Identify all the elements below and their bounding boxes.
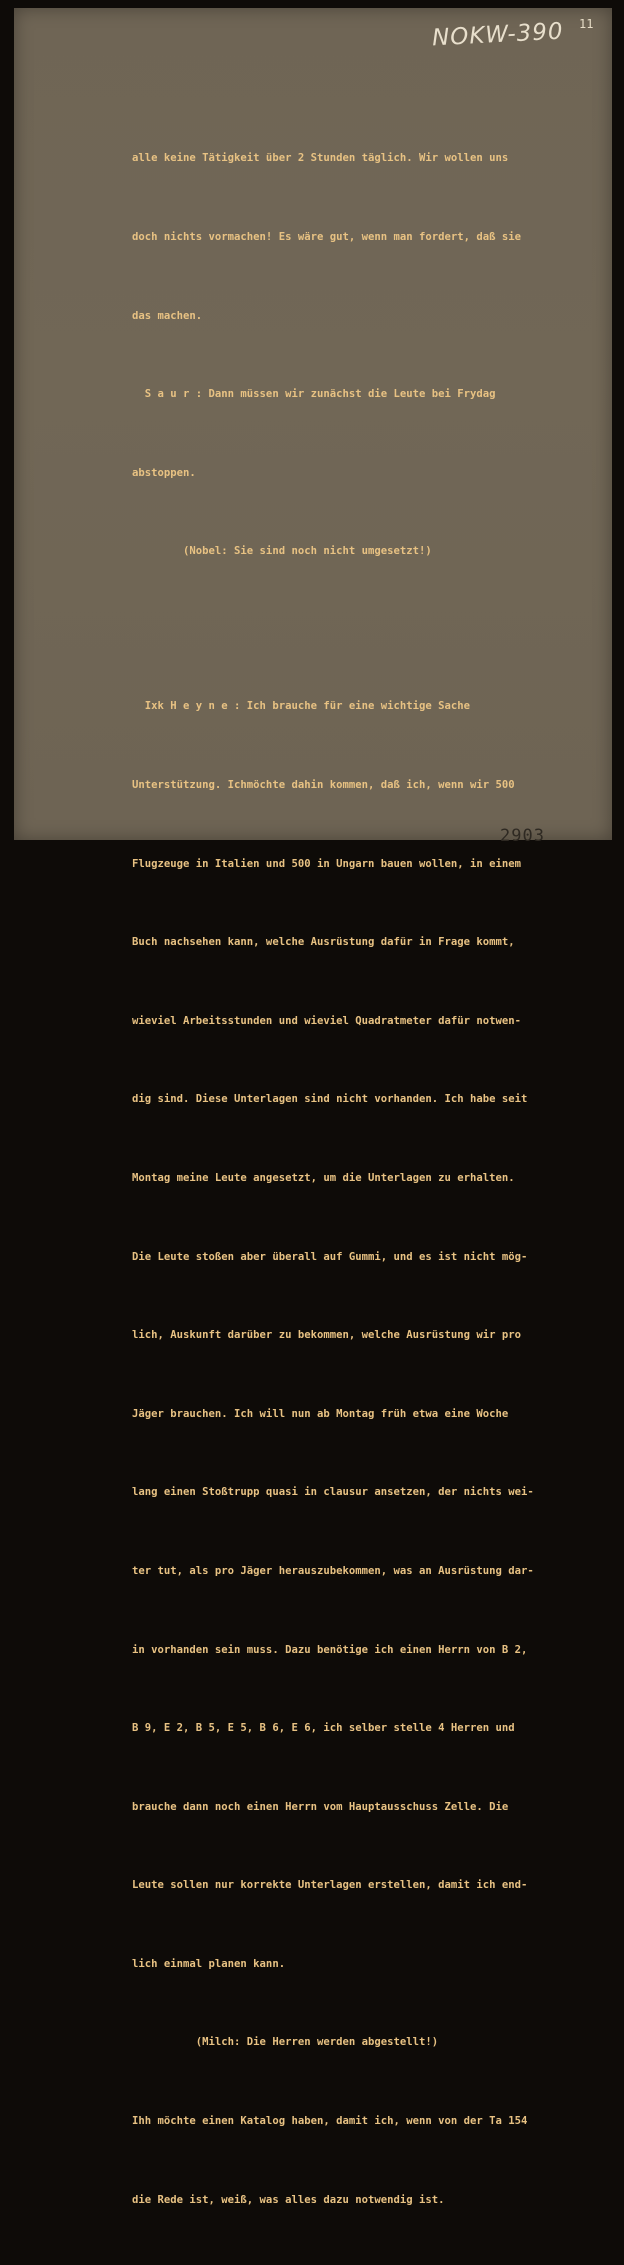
text-line: ter tut, als pro Jäger herauszubekommen, was an Ausrüstung dar- [132, 1564, 534, 1577]
text-line: doch nichts vormachen! Es wäre gut, wenn man fordert, daß sie [132, 231, 522, 243]
document-stamp-number: 2903 [500, 826, 545, 846]
paragraph-gap [132, 617, 602, 641]
text-line: dig sind. Diese Unterlagen sind nicht vorhanden. Ich habe seit [132, 1093, 528, 1106]
page-number: 11 [579, 17, 594, 31]
text-line: lich einmal planen kann. [132, 1957, 286, 1970]
text-line: (Nobel: Sie sind noch nicht umgesetzt!) [132, 545, 432, 558]
text-line: Unterstützung. Ichmöchte dahin kommen, daß ich, wenn wir 500 [132, 778, 515, 791]
text-line: die Rede ist, weiß, was alles dazu notwendig ist. [132, 2193, 445, 2206]
text-line: Flugzeuge in Italien und 500 in Ungarn bauen wollen, in einem [132, 857, 522, 870]
text-line: B 9, E 2, B 5, E 5, B 6, E 6, ich selber stelle 4 Herren und [132, 1722, 515, 1735]
text-line: das machen. [132, 309, 203, 322]
text-line: brauche dann noch einen Herrn vom Hauptausschuss Zelle. Die [132, 1800, 509, 1813]
text-line: wieviel Arbeitsstunden und wieviel Quadratmeter dafür notwen- [132, 1014, 522, 1027]
text-line: Montag meine Leute angesetzt, um die Unterlagen zu erhalten. [132, 1171, 515, 1184]
text-line: Jäger brauchen. Ich will nun ab Montag früh etwa eine Woche [132, 1407, 509, 1420]
text-line: lang einen Stoßtrupp quasi in clausur ansetzen, der nichts wei- [132, 1486, 534, 1499]
text-line: S a u r : Dann müssen wir zunächst die Leute bei Frydag [132, 388, 496, 401]
paper-sheet [14, 8, 612, 2206]
text-line: (Milch: Die Herren werden abgestellt!) [132, 2036, 439, 2049]
text-line: Die Leute stoßen aber überall auf Gummi, und es ist nicht mög- [132, 1250, 528, 1263]
typewritten-text [132, 93, 602, 2265]
text-line: Leute sollen nur korrekte Unterlagen erstellen, damit ich end- [132, 1879, 528, 1892]
text-line: Ixk H e y n e : Ich brauche für eine wichtige Sache [132, 700, 471, 713]
text-line: Ihh möchte einen Katalog haben, damit ich, wenn von der Ta 154 [132, 2115, 528, 2128]
text-line: lich, Auskunft darüber zu bekommen, welche Ausrüstung wir pro [132, 1329, 522, 1342]
text-line: in vorhanden sein muss. Dazu benötige ich einen Herrn von B 2, [132, 1643, 528, 1656]
archive-mark: NOKW-390 [431, 18, 565, 52]
text-line: alle keine Tätigkeit über 2 Stunden täglich. Wir wollen uns [132, 152, 509, 165]
text-line: abstoppen. [132, 466, 196, 479]
text-line: Buch nachsehen kann, welche Ausrüstung dafür in Frage kommt, [132, 936, 515, 949]
